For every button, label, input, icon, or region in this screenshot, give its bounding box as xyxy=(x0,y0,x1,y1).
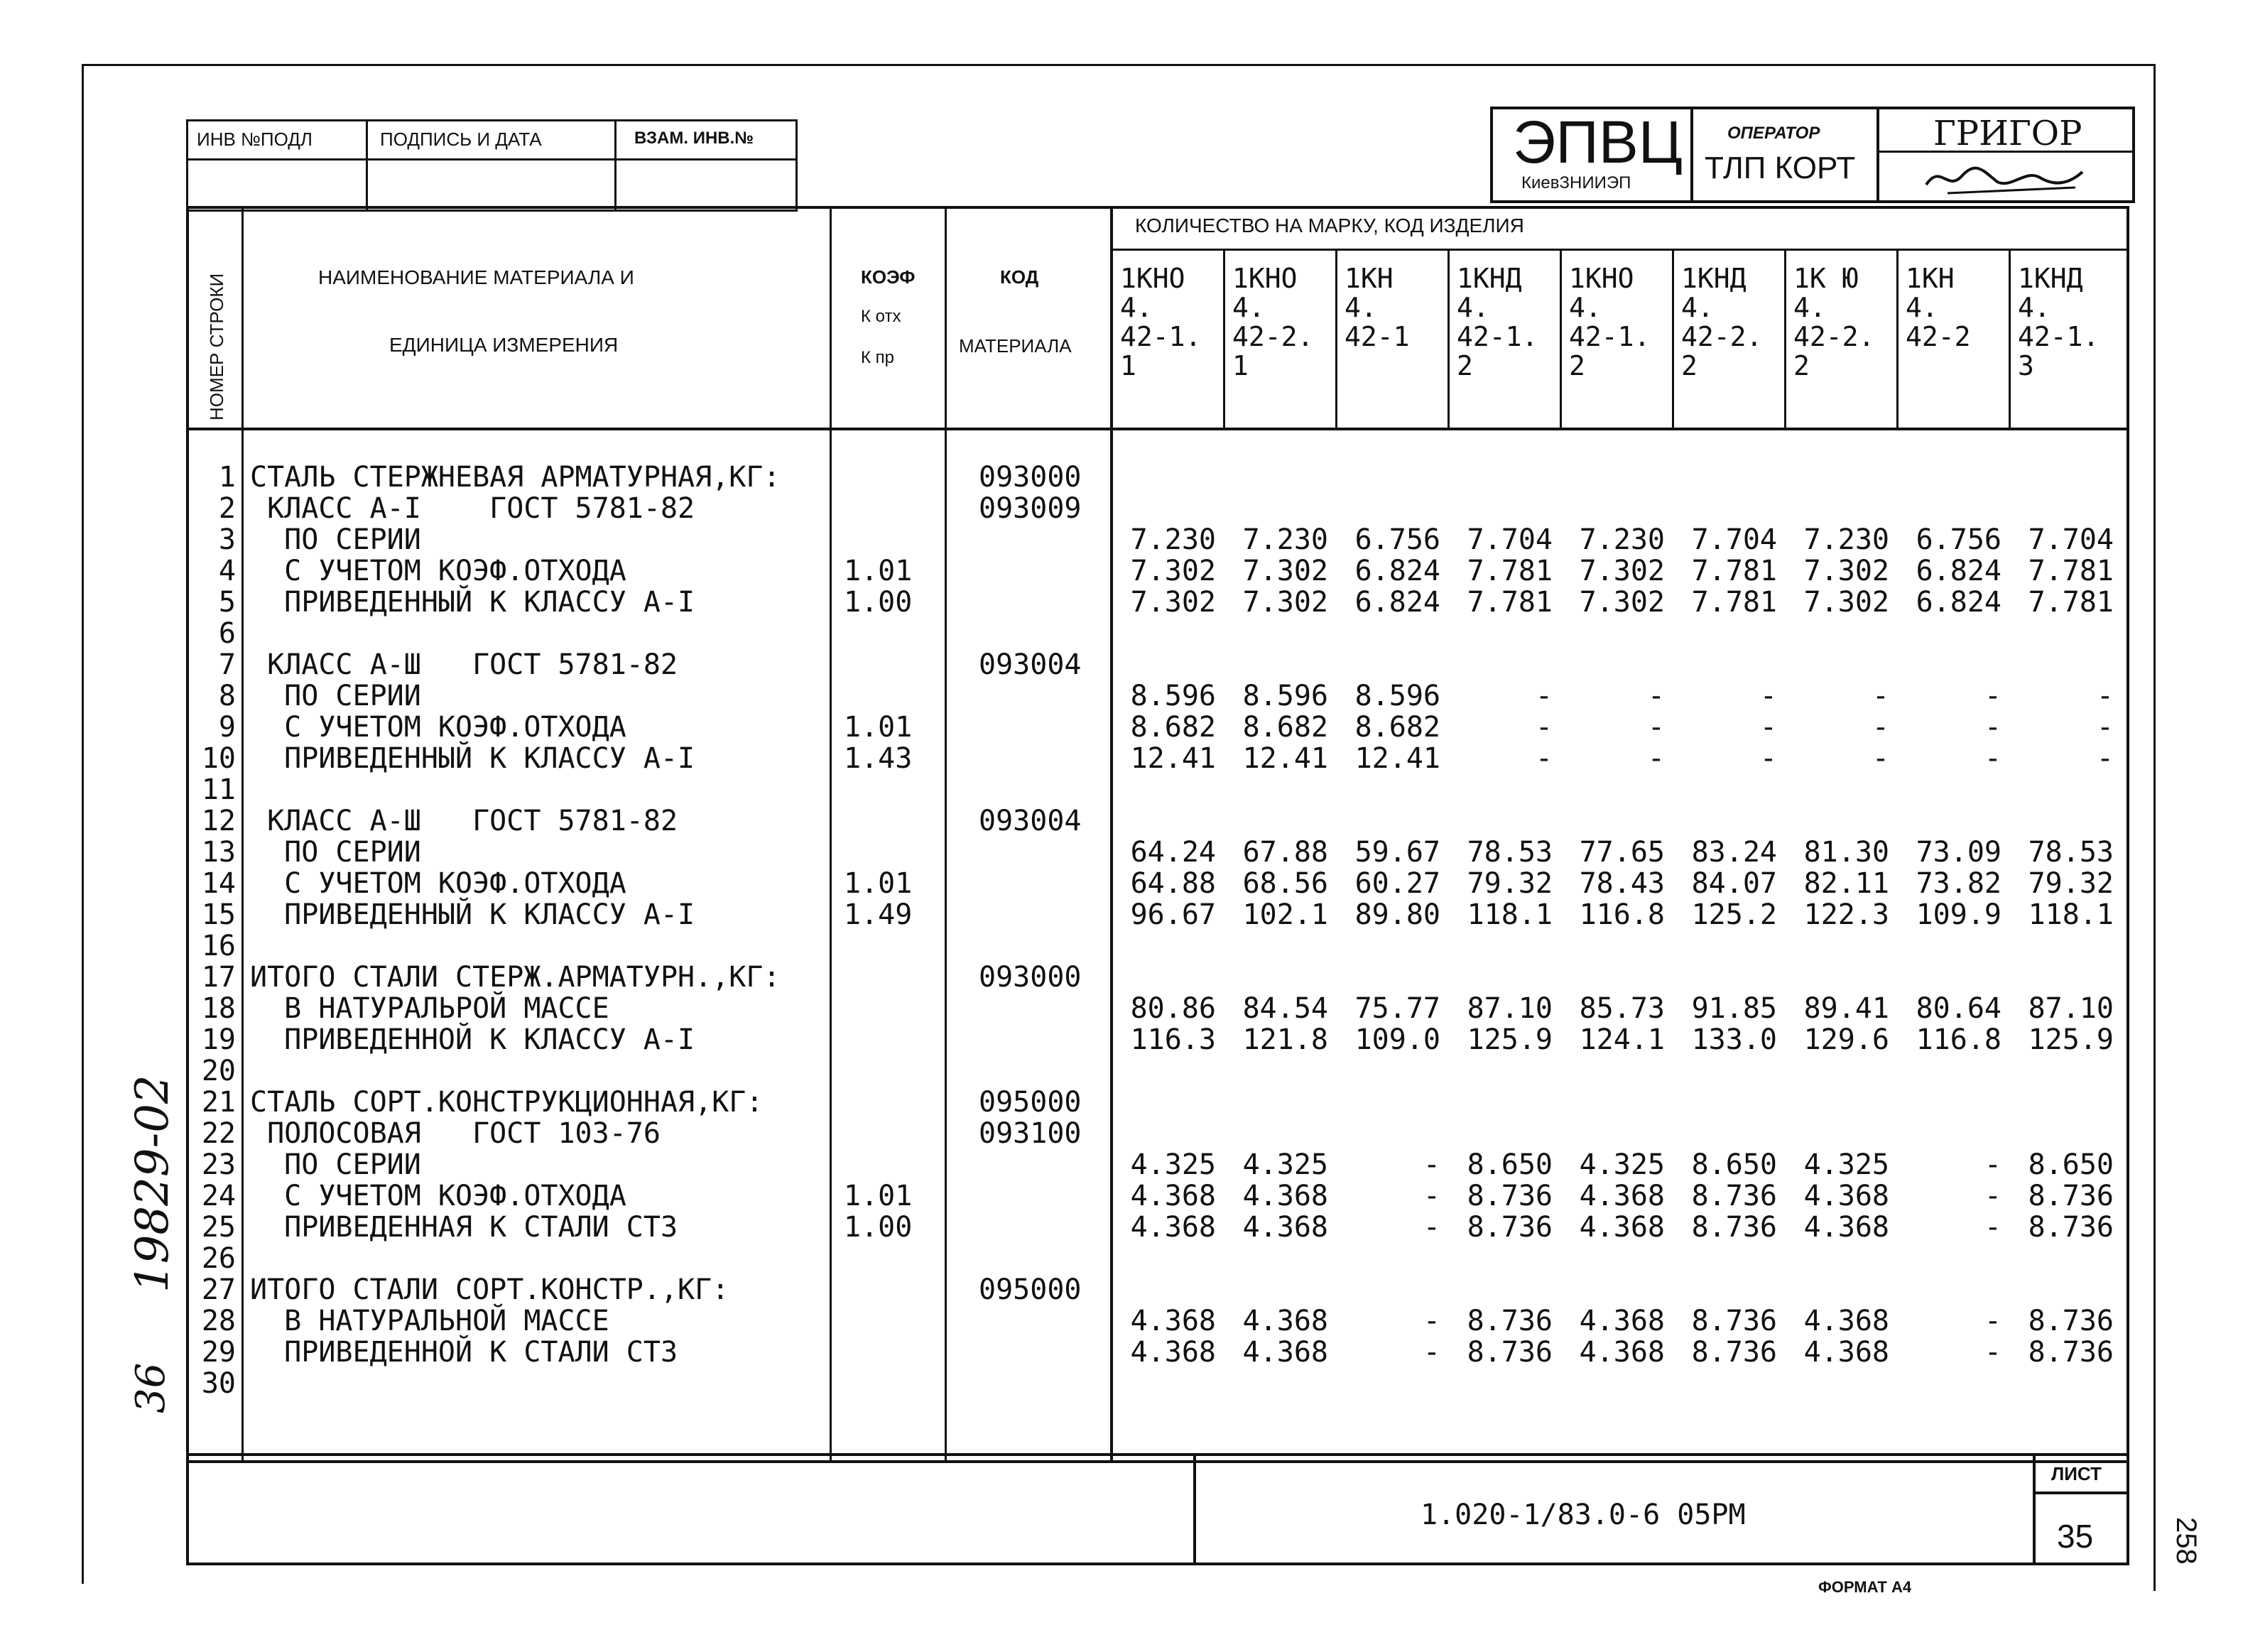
quantity-cell: 60.27 xyxy=(1354,867,1440,900)
quantity-cell: 8.682 xyxy=(1130,711,1216,744)
material-name: СТАЛЬ СТЕРЖНЕВАЯ АРМАТУРНАЯ,КГ: xyxy=(250,461,781,494)
row-number: 17 xyxy=(201,961,236,994)
quantity-cell: 4.368 xyxy=(1579,1336,1665,1369)
material-code: 095000 xyxy=(979,1273,1082,1306)
quantity-cell: 8.736 xyxy=(1467,1211,1553,1244)
quantity-cell: 8.736 xyxy=(2028,1336,2114,1369)
qty-header-title: КОЛИЧЕСТВО НА МАРКУ, КОД ИЗДЕЛИЯ xyxy=(1135,214,1524,237)
quantity-cell: - xyxy=(2096,742,2114,775)
quantity-cell: 8.736 xyxy=(2028,1211,2114,1244)
coefficient: 1.01 xyxy=(844,555,913,587)
quantity-cell: 7.230 xyxy=(1242,523,1328,556)
quantity-cell: - xyxy=(1872,742,1889,775)
quantity-cell: 109.9 xyxy=(1916,898,2001,931)
row-number: 4 xyxy=(218,555,236,587)
product-code-header: 1КНД xyxy=(1457,263,1522,294)
product-code-header: 42-1 xyxy=(1345,321,1410,352)
product-code-header: 42-2. xyxy=(1232,321,1314,352)
quantity-cell: - xyxy=(1423,1211,1440,1244)
product-code-header: 2 xyxy=(1793,350,1810,381)
operator-value: ТЛП КОРТ xyxy=(1705,151,1856,185)
quantity-cell: 4.368 xyxy=(1242,1180,1328,1212)
material-name: С УЧЕТОМ КОЭФ.ОТХОДА xyxy=(250,1180,626,1212)
product-code-header: 4. xyxy=(1457,292,1489,323)
quantity-cell: 4.325 xyxy=(1130,1148,1216,1181)
handwritten-36: 36 xyxy=(128,1362,174,1413)
product-code-header: 1КНД xyxy=(2018,263,2083,294)
quantity-cell: 12.41 xyxy=(1354,742,1440,775)
row-number: 21 xyxy=(201,1086,236,1119)
quantity-cell: 116.8 xyxy=(1916,1023,2001,1056)
quantity-cell: 4.368 xyxy=(1242,1336,1328,1369)
product-code-header: 2 xyxy=(1681,350,1698,381)
quantity-cell: 7.781 xyxy=(2028,555,2114,587)
quantity-cell: 8.736 xyxy=(1467,1336,1553,1369)
code-header-2: МАТЕРИАЛА xyxy=(959,335,1072,357)
coefficient: 1.00 xyxy=(844,1211,913,1244)
product-code-header: 1КНО xyxy=(1232,263,1298,294)
quantity-cell: - xyxy=(1984,1305,2001,1337)
quantity-cell: 8.736 xyxy=(1691,1180,1777,1212)
product-code-header: 4. xyxy=(1681,292,1714,323)
quantity-cell: 78.43 xyxy=(1579,867,1665,900)
code-header-1: КОД xyxy=(1000,266,1039,288)
quantity-cell: 73.09 xyxy=(1916,836,2001,869)
vzam-label: ВЗАМ. ИНВ.№ xyxy=(634,129,754,148)
row-number: 1 xyxy=(218,461,236,494)
quantity-cell: - xyxy=(1535,711,1553,744)
signature-image xyxy=(1919,156,2090,197)
material-name: С УЧЕТОМ КОЭФ.ОТХОДА xyxy=(250,711,626,744)
material-name: ПО СЕРИИ xyxy=(250,680,421,712)
quantity-cell: - xyxy=(1759,742,1777,775)
product-code-header: 2 xyxy=(1457,350,1473,381)
quantity-cell: 4.368 xyxy=(1579,1305,1665,1337)
quantity-cell: - xyxy=(2096,680,2114,712)
quantity-cell: 7.230 xyxy=(1579,523,1665,556)
quantity-cell: 78.53 xyxy=(1467,836,1553,869)
quantity-cell: 133.0 xyxy=(1691,1023,1777,1056)
quantity-cell: 84.54 xyxy=(1242,992,1328,1025)
quantity-cell: 59.67 xyxy=(1354,836,1440,869)
quantity-cell: 7.302 xyxy=(1579,586,1665,619)
quantity-cell: 4.368 xyxy=(1803,1180,1889,1212)
quantity-cell: 89.41 xyxy=(1803,992,1889,1025)
row-number: 16 xyxy=(201,930,236,962)
material-name: ПРИВЕДЕННОЙ К КЛАССУ А-I xyxy=(250,1023,695,1056)
quantity-cell: - xyxy=(2096,711,2114,744)
row-number: 18 xyxy=(201,992,236,1025)
row-number: 14 xyxy=(201,867,236,900)
material-name: КЛАСС А-Ш ГОСТ 5781-82 xyxy=(250,805,678,837)
product-code-header: 2 xyxy=(1569,350,1585,381)
footer-block xyxy=(186,1453,2129,1565)
quantity-cell: 7.781 xyxy=(1691,586,1777,619)
product-code-header: 1К Ю xyxy=(1793,263,1859,294)
material-name: ПРИВЕДЕННАЯ К СТАЛИ СТ3 xyxy=(250,1211,678,1244)
quantity-cell: - xyxy=(1647,711,1665,744)
side-page-number: 258 xyxy=(2171,1517,2202,1565)
row-number: 9 xyxy=(218,711,236,744)
quantity-cell: 7.704 xyxy=(1691,523,1777,556)
quantity-cell: 6.756 xyxy=(1354,523,1440,556)
quantity-cell: 4.368 xyxy=(1579,1180,1665,1212)
product-code-header: 1 xyxy=(1232,350,1249,381)
quantity-cell: 12.41 xyxy=(1242,742,1328,775)
quantity-cell: - xyxy=(1984,1211,2001,1244)
quantity-cell: 8.650 xyxy=(1691,1148,1777,1181)
format-label: ФОРМАТ А4 xyxy=(1818,1578,1912,1596)
quantity-cell: 8.736 xyxy=(1691,1336,1777,1369)
coef-header-1: КОЭФ xyxy=(861,266,916,288)
quantity-cell: 84.07 xyxy=(1691,867,1777,900)
grigor: ГРИГОР xyxy=(1933,114,2082,153)
material-code: 093009 xyxy=(979,492,1082,525)
product-code-header: 4. xyxy=(2018,292,2051,323)
coefficient: 1.01 xyxy=(844,711,913,744)
quantity-cell: 6.824 xyxy=(1916,586,2001,619)
quantity-cell: 122.3 xyxy=(1803,898,1889,931)
material-name: ПО СЕРИИ xyxy=(250,836,421,869)
quantity-cell: 7.230 xyxy=(1130,523,1216,556)
quantity-cell: - xyxy=(1984,1336,2001,1369)
quantity-cell: - xyxy=(1423,1305,1440,1337)
quantity-cell: 118.1 xyxy=(1467,898,1553,931)
quantity-cell: 8.682 xyxy=(1242,711,1328,744)
quantity-cell: 4.368 xyxy=(1803,1336,1889,1369)
quantity-cell: - xyxy=(1984,711,2001,744)
quantity-cell: 118.1 xyxy=(2028,898,2114,931)
quantity-cell: - xyxy=(1423,1148,1440,1181)
material-code: 093004 xyxy=(979,805,1082,837)
quantity-cell: 83.24 xyxy=(1691,836,1777,869)
quantity-cell: 7.781 xyxy=(1467,555,1553,587)
quantity-cell: 8.736 xyxy=(2028,1180,2114,1212)
name-header-line1: НАИМЕНОВАНИЕ МАТЕРИАЛА И xyxy=(318,266,634,288)
quantity-cell: 6.824 xyxy=(1916,555,2001,587)
quantity-cell: 4.368 xyxy=(1803,1211,1889,1244)
quantity-cell: 8.596 xyxy=(1354,680,1440,712)
product-code-header: 4. xyxy=(1232,292,1265,323)
quantity-cell: 89.80 xyxy=(1354,898,1440,931)
coefficient: 1.01 xyxy=(844,1180,913,1212)
quantity-cell: 4.368 xyxy=(1242,1211,1328,1244)
row-number: 13 xyxy=(201,836,236,869)
row-number-header: НОМЕР СТРОКИ xyxy=(206,273,227,420)
quantity-cell: 116.3 xyxy=(1130,1023,1216,1056)
quantity-cell: 8.736 xyxy=(1467,1305,1553,1337)
product-code-header: 1КНО xyxy=(1120,263,1185,294)
material-code: 093000 xyxy=(979,961,1082,994)
coefficient: 1.43 xyxy=(844,742,913,775)
row-number: 28 xyxy=(201,1305,236,1337)
row-number: 3 xyxy=(218,523,236,556)
quantity-cell: 6.756 xyxy=(1916,523,2001,556)
product-code-header: 4. xyxy=(1906,292,1938,323)
quantity-cell: 4.325 xyxy=(1579,1148,1665,1181)
material-name: С УЧЕТОМ КОЭФ.ОТХОДА xyxy=(250,867,626,900)
quantity-cell: 4.368 xyxy=(1803,1305,1889,1337)
row-number: 7 xyxy=(218,648,236,681)
quantity-cell: 8.596 xyxy=(1130,680,1216,712)
quantity-cell: 8.736 xyxy=(2028,1305,2114,1337)
material-name: ПО СЕРИИ xyxy=(250,523,421,556)
quantity-cell: 4.325 xyxy=(1803,1148,1889,1181)
material-name: ПРИВЕДЕННЫЙ К КЛАССУ А-I xyxy=(250,898,695,931)
material-name: В НАТУРАЛЬНОЙ МАССЕ xyxy=(250,1305,609,1337)
outer-frame-left xyxy=(82,64,84,1584)
sheet-label: ЛИСТ xyxy=(2051,1463,2102,1484)
material-name: ПРИВЕДЕННЫЙ К КЛАССУ А-I xyxy=(250,742,695,775)
quantity-cell: - xyxy=(1423,1336,1440,1369)
product-code-header: 42-1. xyxy=(1569,321,1651,352)
sign-label: ПОДПИСЬ И ДАТА xyxy=(380,129,542,150)
quantity-cell: 87.10 xyxy=(2028,992,2114,1025)
handwritten-archive-number: 19829-02 xyxy=(126,1075,179,1293)
org-subtitle: КиевЗНИИЭП xyxy=(1521,173,1631,192)
product-code-header: 42-1. xyxy=(1120,321,1202,352)
quantity-cell: 4.368 xyxy=(1130,1180,1216,1212)
quantity-cell: - xyxy=(1984,1148,2001,1181)
row-number: 30 xyxy=(201,1367,236,1400)
quantity-cell: 68.56 xyxy=(1242,867,1328,900)
inv-label: ИНВ №ПОДЛ xyxy=(197,129,313,150)
row-number: 11 xyxy=(201,773,236,806)
row-number: 20 xyxy=(201,1055,236,1087)
quantity-cell: 8.650 xyxy=(2028,1148,2114,1181)
product-code-header: 42-2 xyxy=(1906,321,1971,352)
quantity-cell: 75.77 xyxy=(1354,992,1440,1025)
outer-frame-right xyxy=(2153,64,2156,1591)
quantity-cell: 91.85 xyxy=(1691,992,1777,1025)
org-title: ЭПВЦ xyxy=(1513,109,1683,175)
quantity-cell: 6.824 xyxy=(1354,586,1440,619)
quantity-cell: 124.1 xyxy=(1579,1023,1665,1056)
product-code-header: 1КН xyxy=(1906,263,1955,294)
material-name: В НАТУРАЛЬРОЙ МАССЕ xyxy=(250,992,609,1025)
row-number: 29 xyxy=(201,1336,236,1369)
row-number: 15 xyxy=(201,898,236,931)
quantity-cell: 116.8 xyxy=(1579,898,1665,931)
row-number: 10 xyxy=(201,742,236,775)
quantity-cell: - xyxy=(1535,680,1553,712)
row-number: 2 xyxy=(218,492,236,525)
quantity-cell: 109.0 xyxy=(1354,1023,1440,1056)
operator-label: ОПЕРАТОР xyxy=(1727,124,1820,143)
quantity-cell: 87.10 xyxy=(1467,992,1553,1025)
quantity-cell: 8.736 xyxy=(1691,1305,1777,1337)
quantity-cell: 79.32 xyxy=(1467,867,1553,900)
row-number: 8 xyxy=(218,680,236,712)
coefficient: 1.01 xyxy=(844,867,913,900)
coefficient: 1.00 xyxy=(844,586,913,619)
quantity-cell: - xyxy=(1984,680,2001,712)
name-header-line2: ЕДИНИЦА ИЗМЕРЕНИЯ xyxy=(389,334,619,356)
material-code: 093100 xyxy=(979,1117,1082,1150)
quantity-cell: 4.368 xyxy=(1130,1305,1216,1337)
quantity-cell: - xyxy=(1984,742,2001,775)
row-number: 24 xyxy=(201,1180,236,1212)
quantity-cell: 7.302 xyxy=(1803,555,1889,587)
quantity-cell: - xyxy=(1872,711,1889,744)
quantity-cell: 7.230 xyxy=(1803,523,1889,556)
quantity-cell: 64.24 xyxy=(1130,836,1216,869)
quantity-cell: - xyxy=(1535,742,1553,775)
material-name: ПОЛОСОВАЯ ГОСТ 103-76 xyxy=(250,1117,661,1150)
row-number: 23 xyxy=(201,1148,236,1181)
quantity-cell: 4.368 xyxy=(1579,1211,1665,1244)
quantity-cell: - xyxy=(1759,711,1777,744)
product-code-header: 1КН xyxy=(1345,263,1394,294)
stamp-inventory xyxy=(186,119,798,212)
row-number: 26 xyxy=(201,1242,236,1275)
product-code-header: 3 xyxy=(2018,350,2034,381)
quantity-cell: 12.41 xyxy=(1130,742,1216,775)
material-name: ПРИВЕДЕННЫЙ К КЛАССУ А-I xyxy=(250,586,695,619)
product-code-header: 4. xyxy=(1120,292,1153,323)
quantity-cell: 125.9 xyxy=(2028,1023,2114,1056)
quantity-cell: 77.65 xyxy=(1579,836,1665,869)
material-code: 093004 xyxy=(979,648,1082,681)
quantity-cell: - xyxy=(1872,680,1889,712)
quantity-cell: 96.67 xyxy=(1130,898,1216,931)
quantity-cell: 8.650 xyxy=(1467,1148,1553,1181)
quantity-cell: 4.368 xyxy=(1242,1305,1328,1337)
product-code-header: 1 xyxy=(1120,350,1136,381)
coefficient: 1.49 xyxy=(844,898,913,931)
row-number: 5 xyxy=(218,586,236,619)
quantity-cell: 6.824 xyxy=(1354,555,1440,587)
quantity-cell: 7.302 xyxy=(1242,555,1328,587)
quantity-cell: 125.2 xyxy=(1691,898,1777,931)
quantity-cell: 7.302 xyxy=(1130,586,1216,619)
quantity-cell: 82.11 xyxy=(1803,867,1889,900)
coef-header-2: К отх xyxy=(861,307,901,326)
quantity-cell: 4.368 xyxy=(1130,1211,1216,1244)
quantity-cell: 7.302 xyxy=(1579,555,1665,587)
product-code-header: 42-2. xyxy=(1793,321,1875,352)
row-number: 27 xyxy=(201,1273,236,1306)
material-code: 093000 xyxy=(979,461,1082,494)
material-name: ИТОГО СТАЛИ СТЕРЖ.АРМАТУРН.,КГ: xyxy=(250,961,781,994)
quantity-cell: 125.9 xyxy=(1467,1023,1553,1056)
quantity-cell: 8.682 xyxy=(1354,711,1440,744)
material-name: КЛАСС А-I ГОСТ 5781-82 xyxy=(250,492,695,525)
quantity-cell: 79.32 xyxy=(2028,867,2114,900)
quantity-cell: 81.30 xyxy=(1803,836,1889,869)
quantity-cell: 78.53 xyxy=(2028,836,2114,869)
quantity-cell: 7.302 xyxy=(1130,555,1216,587)
quantity-cell: - xyxy=(1647,742,1665,775)
quantity-cell: 102.1 xyxy=(1242,898,1328,931)
product-code-header: 4. xyxy=(1793,292,1826,323)
quantity-cell: 7.781 xyxy=(2028,586,2114,619)
product-code-header: 42-1. xyxy=(1457,321,1538,352)
quantity-cell: 7.704 xyxy=(2028,523,2114,556)
material-name: ПО СЕРИИ xyxy=(250,1148,421,1181)
quantity-cell: 85.73 xyxy=(1579,992,1665,1025)
product-code-header: 1КНО xyxy=(1569,263,1634,294)
quantity-cell: - xyxy=(1647,680,1665,712)
quantity-cell: 121.8 xyxy=(1242,1023,1328,1056)
quantity-cell: 80.64 xyxy=(1916,992,2001,1025)
quantity-cell: 129.6 xyxy=(1803,1023,1889,1056)
material-name: ПРИВЕДЕННОЙ К СТАЛИ СТ3 xyxy=(250,1336,678,1369)
document-code: 1.020-1/83.0-6 05РМ xyxy=(1421,1499,1746,1531)
quantity-cell: - xyxy=(1423,1180,1440,1212)
coef-header-3: К пр xyxy=(861,348,894,367)
quantity-cell: 7.302 xyxy=(1242,586,1328,619)
quantity-cell: 64.88 xyxy=(1130,867,1216,900)
product-code-header: 42-1. xyxy=(2018,321,2100,352)
material-name: С УЧЕТОМ КОЭФ.ОТХОДА xyxy=(250,555,626,587)
quantity-cell: 7.781 xyxy=(1691,555,1777,587)
quantity-cell: 80.86 xyxy=(1130,992,1216,1025)
quantity-cell: - xyxy=(1759,680,1777,712)
quantity-cell: 8.736 xyxy=(1691,1211,1777,1244)
stamp-organization xyxy=(1490,107,2135,203)
material-name: КЛАСС А-Ш ГОСТ 5781-82 xyxy=(250,648,678,681)
material-name: ИТОГО СТАЛИ СОРТ.КОНСТР.,КГ: xyxy=(250,1273,729,1306)
row-number: 25 xyxy=(201,1211,236,1244)
row-number: 19 xyxy=(201,1023,236,1056)
quantity-cell: 67.88 xyxy=(1242,836,1328,869)
quantity-cell: 8.596 xyxy=(1242,680,1328,712)
row-number: 6 xyxy=(218,617,236,650)
quantity-cell: 8.736 xyxy=(1467,1180,1553,1212)
material-name: СТАЛЬ СОРТ.КОНСТРУКЦИОННАЯ,КГ: xyxy=(250,1086,764,1119)
quantity-cell: 4.325 xyxy=(1242,1148,1328,1181)
quantity-cell: 7.781 xyxy=(1467,586,1553,619)
quantity-cell: 4.368 xyxy=(1130,1336,1216,1369)
product-code-header: 4. xyxy=(1569,292,1602,323)
product-code-header: 4. xyxy=(1345,292,1377,323)
quantity-cell: 7.704 xyxy=(1467,523,1553,556)
product-code-header: 1КНД xyxy=(1681,263,1747,294)
outer-frame-top xyxy=(82,64,2156,66)
quantity-cell: 7.302 xyxy=(1803,586,1889,619)
row-number: 12 xyxy=(201,805,236,837)
quantity-cell: - xyxy=(1984,1180,2001,1212)
quantity-cell: 73.82 xyxy=(1916,867,2001,900)
material-code: 095000 xyxy=(979,1086,1082,1119)
product-code-header: 42-2. xyxy=(1681,321,1763,352)
sheet-number: 35 xyxy=(2057,1518,2094,1555)
row-number: 22 xyxy=(201,1117,236,1150)
